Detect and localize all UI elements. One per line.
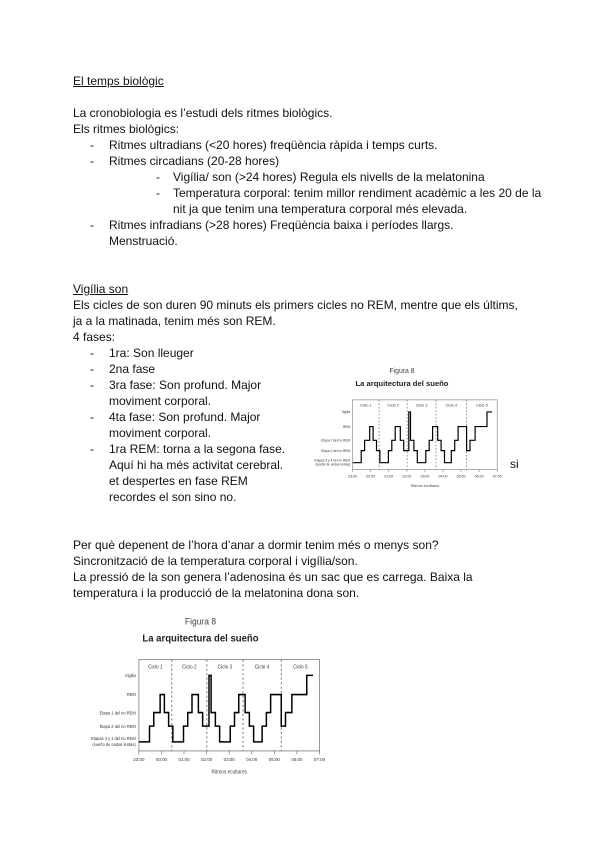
- section-title-vigilia-son: Vigília son: [73, 282, 129, 296]
- list-item: Menstruació.: [109, 234, 178, 248]
- list-item: recordes el son sino no.: [109, 490, 237, 504]
- sleep-architecture-figure: [73, 610, 328, 796]
- bullet-dash: -: [90, 442, 94, 456]
- time-label: 00:00: [155, 756, 168, 763]
- level-label: Etapas 3 y 4 del no REM: [91, 736, 136, 742]
- bullet-dash: -: [90, 410, 94, 424]
- time-label: 03:00: [223, 756, 235, 763]
- level-label: REM: [126, 692, 136, 698]
- cycle-label: Ciclo 4: [254, 665, 270, 671]
- x-axis-label: Ritmos ecultares: [211, 770, 247, 776]
- list-item: 4ta fase: Son profund. Major: [109, 410, 261, 424]
- time-label: 00:00: [366, 474, 376, 479]
- level-label: Etapa 2 del no REM: [99, 723, 136, 729]
- time-label: 01:00: [384, 474, 394, 479]
- paragraph: ja a la matinada, tenim més son REM.: [73, 314, 276, 328]
- side-note: si: [510, 457, 519, 471]
- list-item: Ritmes ultradians (<20 hores) freqüència ràpida i temps curts.: [109, 138, 438, 152]
- figure-title: La arquitectura del sueño: [142, 633, 259, 645]
- figure-large: [73, 610, 328, 796]
- time-label: 06:00: [291, 756, 303, 763]
- level-label: Etapa 1 del no REM: [321, 438, 351, 443]
- bullet-dash: -: [90, 218, 94, 232]
- sub-list-item: Vigília/ son (>24 hores) Regula els nivells de la melatonina: [173, 170, 485, 184]
- level-label: Etapas 3 y 4 del no REM: [314, 458, 351, 463]
- cycle-label: Ciclo 1: [148, 665, 163, 671]
- list-item: Aquí hi ha més activitat cerebral.: [109, 458, 284, 472]
- figure-label: Figura 8: [184, 616, 217, 627]
- list-item: 1ra REM: torna a la segona fase.: [109, 442, 286, 456]
- time-label: 03:00: [420, 474, 430, 479]
- cycle-label: Ciclo 1: [360, 403, 372, 408]
- figure-small: [300, 362, 504, 504]
- hypnogram-line: [139, 675, 313, 742]
- time-label: 23:00: [348, 474, 358, 479]
- list-item: moviment corporal.: [109, 394, 212, 408]
- figure-label: Figura 8: [389, 368, 415, 376]
- paragraph: Sincronització de la temperatura corporal i vigília/son.: [73, 554, 358, 568]
- section-title-temps-biologic: El temps biològic: [73, 74, 164, 88]
- time-label: 06:00: [474, 474, 484, 479]
- time-label: 01:00: [178, 756, 190, 763]
- time-label: 23:00: [133, 756, 145, 763]
- cycle-label: Ciclo 3: [415, 403, 428, 408]
- cycle-label: Ciclo 4: [445, 403, 458, 408]
- time-label: 07:00: [313, 756, 326, 763]
- level-label: (sueño de ondas lentas): [92, 741, 136, 747]
- paragraph: Per què depenent de l’hora d’anar a dormir tenim més o menys son?: [73, 538, 439, 552]
- time-label: 04:00: [438, 474, 448, 479]
- level-label: REM: [342, 424, 351, 429]
- cycle-label: Ciclo 2: [387, 403, 399, 408]
- figure-title: La arquitectura del sueño: [355, 379, 449, 389]
- list-item: Ritmes infradians (>28 hores) Freqüència baixa i períodes llargs.: [109, 218, 454, 232]
- level-label: Vigilia: [125, 672, 136, 679]
- bullet-dash: -: [156, 170, 160, 184]
- time-label: 05:00: [268, 756, 280, 763]
- list-item: et despertes en fase REM: [109, 474, 248, 488]
- time-label: 02:00: [201, 756, 213, 763]
- sub-list-item: nit ja que tenim una temperatura corporal més elevada.: [173, 202, 468, 216]
- list-item: Ritmes circadians (20-28 hores): [109, 154, 280, 168]
- bullet-dash: -: [90, 154, 94, 168]
- paragraph: temperatura i la producció de la melatonina dona son.: [73, 586, 360, 600]
- sleep-architecture-figure: [300, 362, 504, 504]
- cycle-label: Ciclo 5: [476, 403, 488, 408]
- sub-list-item: Temperatura corporal: tenim millor rendiment acadèmic a les 20 de la: [173, 186, 542, 200]
- time-label: 04:00: [246, 756, 258, 763]
- paragraph: 4 fases:: [73, 330, 116, 344]
- time-label: 02:00: [402, 474, 412, 479]
- level-label: Etapa 1 del no REM: [99, 710, 136, 716]
- level-label: (sueño de ondas lentas): [315, 462, 351, 467]
- hypnogram-line: [353, 412, 492, 463]
- x-axis-label: Ritmos ecultares: [410, 483, 440, 488]
- list-item: 3ra fase: Son profund. Major: [109, 378, 262, 392]
- paragraph: Els ritmes biològics:: [73, 122, 180, 136]
- paragraph: Els cicles de son duren 90 minuts els primers cicles no REM, mentre que els últims,: [73, 298, 518, 312]
- paragraph: La pressió de la son genera l’adenosina és un sac que es carrega. Baixa la: [73, 570, 473, 584]
- level-label: Vigilia: [341, 410, 351, 415]
- time-label: 05:00: [456, 474, 466, 479]
- time-label: 07:00: [492, 474, 502, 479]
- list-item: 2na fase: [109, 362, 156, 376]
- bullet-dash: -: [90, 346, 94, 360]
- level-label: Etapa 2 del no REM: [321, 448, 351, 453]
- bullet-dash: -: [90, 138, 94, 152]
- list-item: 1ra: Son lleuger: [109, 346, 194, 360]
- cycle-label: Ciclo 3: [217, 665, 233, 671]
- cycle-label: Ciclo 5: [293, 665, 308, 671]
- list-item: moviment corporal.: [109, 426, 212, 440]
- bullet-dash: -: [90, 378, 94, 392]
- bullet-dash: -: [156, 186, 160, 200]
- cycle-label: Ciclo 2: [182, 665, 197, 671]
- paragraph: La cronobiologia es l’estudi dels ritmes biològics.: [73, 106, 333, 120]
- bullet-dash: -: [90, 362, 94, 376]
